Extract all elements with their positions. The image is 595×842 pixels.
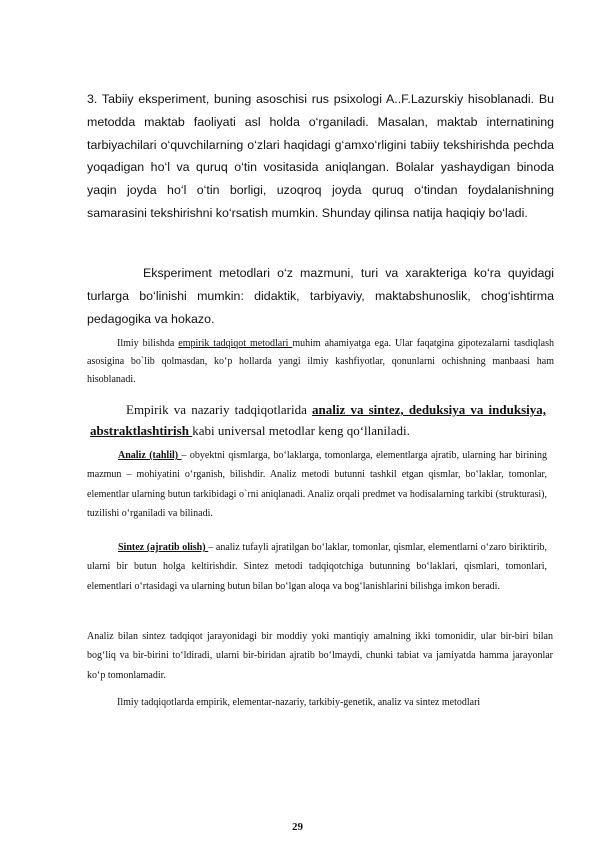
paragraph-analysis	[87, 446, 547, 523]
analysis-text: – obyektni qismlarga, bo‘laklarga, tomonlarga, elementlarga ajratib, ularning har birining mazmun – mohiyatini o‘rganish, bilishdir. Analiz metodi butunni tashkil etgan qismlar, bo‘laklar, tomonlar, elementlar ularning butun tarkibidagi o`rni aniqlanadi. Analiz orqali predmet va hodisalarning tarkibi (strukturasi), tuzilishi o‘rganiladi va bilinadi.	[87, 450, 548, 519]
paragraph-research-methods: Ilmiy tadqiqotlarda empirik, elementar-nazariy, tarkibiy-genetik, analiz va sintez metodlari	[117, 697, 481, 708]
synthesis-text: – analiz tufayli ajratilgan bo‘laklar, tomonlar, qismlar, elementlarni o‘zaro biriktirib, ularni bir butun holga keltirishdir. Sintez metodi tadqiqotchiga butunning bo‘laklari, qismlari, tomonlari, elementlari o‘rtasidagi va ularning butun bilan bo‘lgan aloqa va bog‘lanishlarini bilishga imkon beradi.	[87, 542, 547, 592]
paragraph-synthesis	[87, 538, 547, 596]
analysis-term: Analiz (tahlil)	[118, 450, 182, 461]
empirical-pre: Ilmiy bilishda	[117, 338, 179, 349]
synthesis-term: Sintez (ajratib olish)	[118, 542, 209, 553]
paragraph-universal-methods	[90, 399, 546, 441]
page-number: 29	[292, 821, 303, 833]
abstraction-link[interactable]: abstraktlashtirish	[90, 423, 193, 438]
paragraph-natural-experiment: 3. Tabiiy eksperiment, buning asoschisi rus psixologi A..F.Lazurskiy hisoblanadi. Bu metodda maktab faoliyati asl holda o‘rganiladi. Masalan, maktab internatining tarbiyachilari o‘quvchilarning o‘zlari haqidagi g‘amxo‘rligini tabiiy tekshirishda pechda yoqadigan ho‘l va quruq o‘tin vositasida aniqlangan. Bolalar yashaydigan binoda yaqin joyda ho‘l o‘tin borligi, uzoqroq joyda quruq o‘tindan foydalanishning samarasini tekshirishni ko‘rsatish mumkin. Shunday qilinsa natija haqiqiy bo‘ladi.	[87, 92, 554, 220]
universal-post: kabi universal metodlar keng qo‘llaniladi.	[192, 423, 410, 438]
empirical-methods-link[interactable]: empirik tadqiqot metodlari	[178, 338, 293, 349]
paragraph-empirical-methods	[87, 335, 554, 389]
analysis-synthesis-link[interactable]: analiz va sintez, deduksiya va induksiya,	[312, 402, 546, 417]
paragraph-analysis-synthesis-relation: Analiz bilan sintez tadqiqot jarayonidagi bir moddiy yoki mantiqiy amalning ikki tomonidir, ular bir-biri bilan bog‘liq va bir-birini to‘ldiradi, ularni bir-biridan ajratib bo‘lmaydi, chunki tabiat va jamiyatda hamma jarayonlar ko‘p tomonlamadir.	[87, 631, 553, 681]
universal-pre: Empirik va nazariy tadqiqotlarida	[126, 402, 313, 417]
empirical-post: muhim ahamiyatga ega. Ular faqatgina gipotezalarni tasdiqlash asosigina bo`lib qolmasdan, ko‘p hollarda yangi ilmiy kashfiyotlar, qonunlarni ochishning manbaasi ham hisoblanadi.	[87, 338, 554, 385]
paragraph-experiment-types: Eksperiment metodlari o‘z mazmuni, turi va xarakteriga ko‘ra quyidagi turlarga bo‘linishi mumkin: didaktik, tarbiyaviy, maktabshunoslik, chog‘ishtirma pedagogika va hokazo.	[87, 266, 554, 326]
